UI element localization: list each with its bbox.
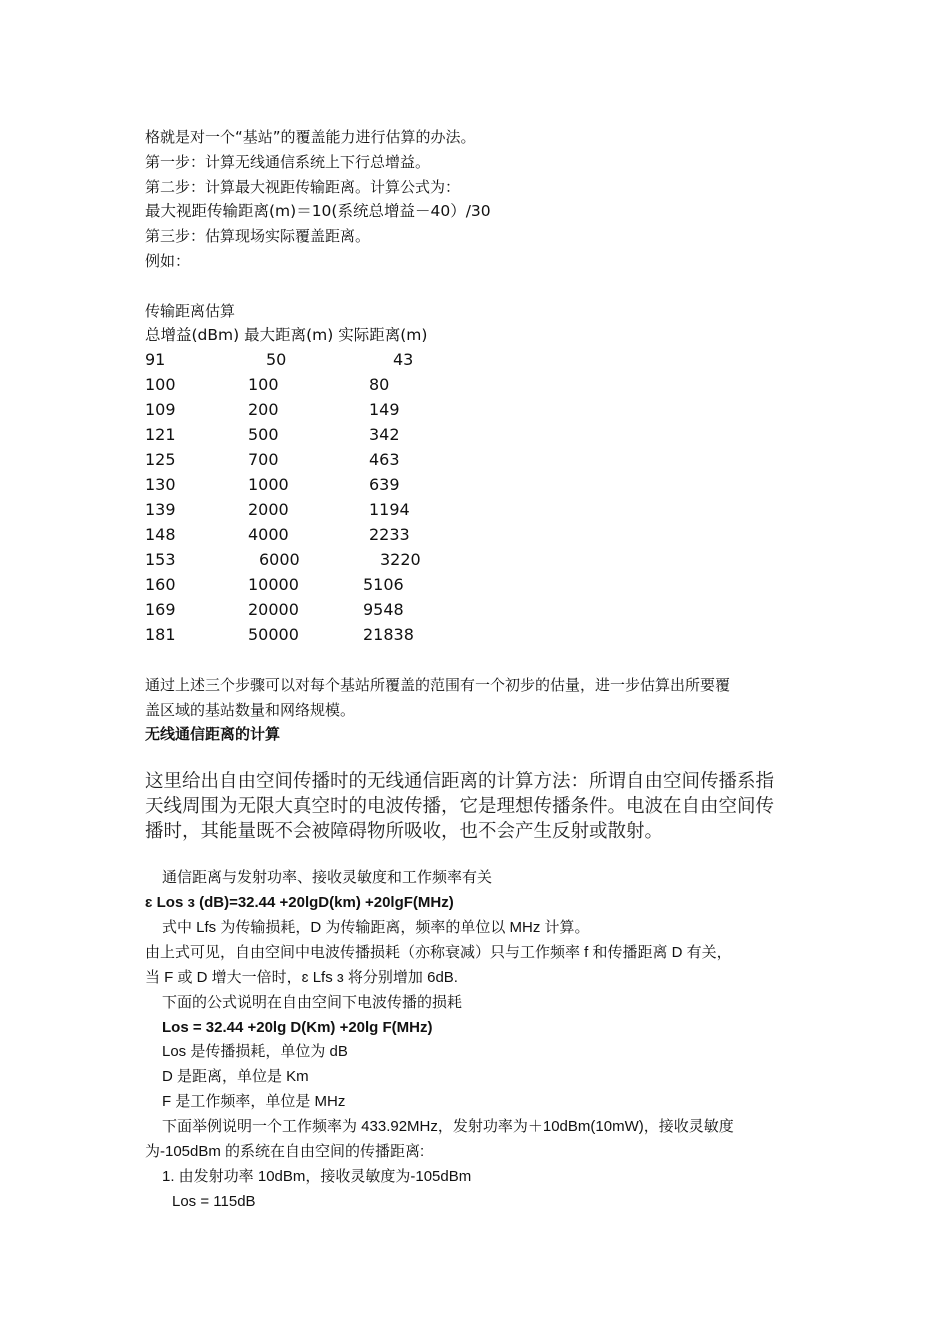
cell-actual: 80 <box>369 375 390 394</box>
note-line-1: 由上式可见，自由空间中电波传播损耗（亦称衰减）只与工作频率 f 和传播距离 D 有关， <box>145 944 732 961</box>
relation-line: 通信距离与发射功率、接收灵敏度和工作频率有关 <box>162 869 493 886</box>
intro-line-1: 格就是对一个“基站”的覆盖能力进行估算的办法。 <box>145 128 476 146</box>
cell-gain: 160 <box>145 575 176 594</box>
definition-los: Los 是传播损耗，单位为 dB <box>162 1043 348 1060</box>
cell-actual: 149 <box>369 400 400 419</box>
summary-line-1: 通过上述三个步骤可以对每个基站所覆盖的范围有一个初步的估量，进一步估算出所要覆 <box>145 676 731 694</box>
cell-actual: 2233 <box>369 525 410 544</box>
cell-actual: 463 <box>369 450 400 469</box>
cell-actual: 1194 <box>369 500 410 519</box>
table-title: 传输距离估算 <box>145 302 236 320</box>
paragraph-line-1: 这里给出自由空间传播时的无线通信距离的计算方法：所谓自由空间传播系指 <box>145 771 775 792</box>
cell-actual: 5106 <box>363 575 404 594</box>
cell-actual: 342 <box>369 425 400 444</box>
explain-line: 式中 Lfs 为传输损耗，D 为传输距离，频率的单位以 MHz 计算。 <box>162 919 590 936</box>
cell-gain: 125 <box>145 450 176 469</box>
cell-max: 6000 <box>259 550 300 569</box>
cell-actual: 9548 <box>363 600 404 619</box>
cell-gain: 121 <box>145 425 176 444</box>
cell-max: 20000 <box>248 600 299 619</box>
paragraph-line-3: 播时，其能量既不会被障碍物所吸收，也不会产生反射或散射。 <box>145 821 664 842</box>
example-line-1: 下面举例说明一个工作频率为 433.92MHz，发射功率为＋10dBm(10mW)，接收灵敏度 <box>162 1118 734 1135</box>
formula-los-1: ɛ Los ɜ (dB)=32.44 +20lgD(km) +20lgF(MHz) <box>145 894 454 911</box>
below-line: 下面的公式说明在自由空间下电波传播的损耗 <box>162 994 463 1011</box>
cell-max: 500 <box>248 425 279 444</box>
cell-max: 50 <box>266 350 287 369</box>
cell-max: 50000 <box>248 625 299 644</box>
formula-line: 最大视距传输距离(m)＝10(系统总增益－40）/30 <box>145 202 491 220</box>
example-line-2: 为-105dBm 的系统在自由空间的传播距离: <box>145 1143 425 1160</box>
cell-gain: 91 <box>145 350 166 369</box>
cell-actual: 3220 <box>380 550 421 569</box>
intro-line-3: 第二步：计算最大视距传输距离。计算公式为： <box>145 178 461 196</box>
cell-max: 4000 <box>248 525 289 544</box>
result-line: Los = 115dB <box>172 1193 256 1210</box>
cell-gain: 130 <box>145 475 176 494</box>
summary-line-2: 盖区域的基站数量和网络规模。 <box>145 701 356 719</box>
cell-gain: 169 <box>145 600 176 619</box>
cell-max: 2000 <box>248 500 289 519</box>
cell-max: 1000 <box>248 475 289 494</box>
note-line-2: 当 F 或 D 增大一倍时，ɛ Lfs ɜ 将分别增加 6dB. <box>145 969 458 986</box>
cell-gain: 100 <box>145 375 176 394</box>
cell-max: 200 <box>248 400 279 419</box>
section-heading: 无线通信距离的计算 <box>145 725 281 743</box>
cell-gain: 148 <box>145 525 176 544</box>
cell-gain: 109 <box>145 400 176 419</box>
cell-gain: 153 <box>145 550 176 569</box>
intro-line-5: 第三步：估算现场实际覆盖距离。 <box>145 227 371 245</box>
paragraph-line-2: 天线周围为无限大真空时的电波传播，它是理想传播条件。电波在自由空间传 <box>145 796 775 817</box>
cell-gain: 139 <box>145 500 176 519</box>
definition-f: F 是工作频率，单位是 MHz <box>162 1093 346 1110</box>
intro-line-2: 第一步：计算无线通信系统上下行总增益。 <box>145 153 431 171</box>
cell-actual: 21838 <box>363 625 414 644</box>
cell-max: 10000 <box>248 575 299 594</box>
definition-d: D 是距离，单位是 Km <box>162 1068 309 1085</box>
cell-max: 700 <box>248 450 279 469</box>
cell-max: 100 <box>248 375 279 394</box>
cell-actual: 639 <box>369 475 400 494</box>
cell-gain: 181 <box>145 625 176 644</box>
cell-actual: 43 <box>393 350 414 369</box>
intro-line-6: 例如： <box>145 252 191 270</box>
formula-los-2: Los = 32.44 +20lg D(Km) +20lg F(MHz) <box>162 1019 433 1036</box>
table-header: 总增益(dBm) 最大距离(m) 实际距离(m) <box>145 326 428 344</box>
step-1-line: 1. 由发射功率 10dBm，接收灵敏度为-105dBm <box>162 1168 472 1185</box>
